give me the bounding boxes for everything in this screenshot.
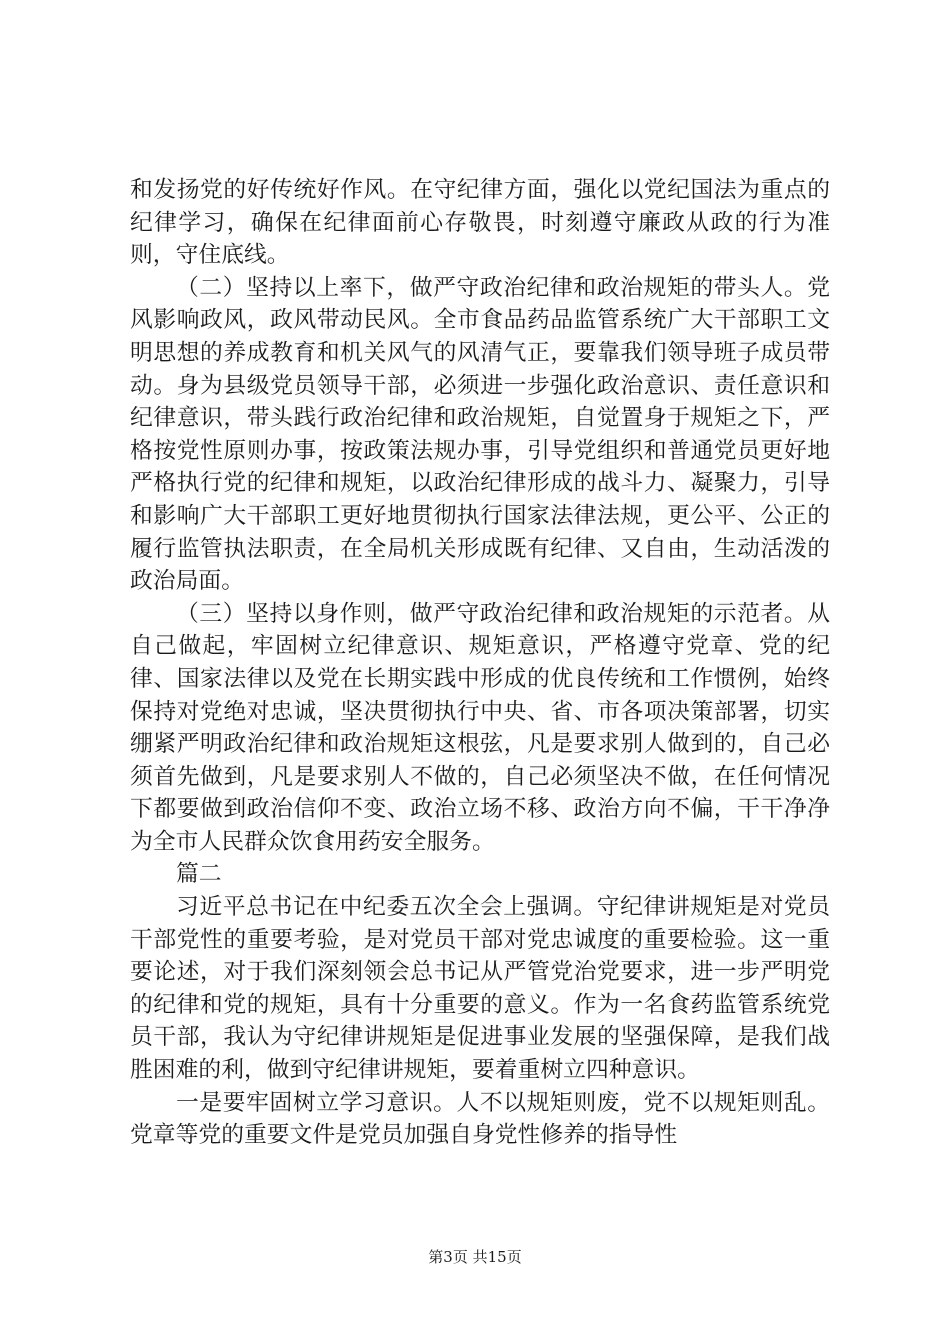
paragraph-point-one: 一是要牢固树立学习意识。人不以规矩则废，党不以规矩则乱。党章等党的重要文件是党员加强自身党性修养的指导性 (130, 1089, 830, 1149)
page-footer: 第3页 共15页 (428, 1248, 522, 1266)
paragraph-intro: 习近平总书记在中纪委五次全会上强调。守纪律讲规矩是对党员干部党性的重要考验，是对党员干部对党忠诚度的重要检验。这一重要论述，对于我们深刻领会总书记从严管党治党要求，进一步严明党的纪律和党的规矩，具有十分重要的意义。作为一名食药监管系统党员干部，我认为守纪律讲规矩是促进事业发展的坚强保障，是我们战胜困难的利，做到守纪律讲规矩，要着重树立四种意识。 (130, 894, 830, 1084)
part-heading: 篇二 (176, 861, 222, 888)
paragraph-section-three: （三）坚持以身作则，做严守政治纪律和政治规矩的示范者。从自己做起，牢固树立纪律意识、规矩意识，严格遵守党章、党的纪律、国家法律以及党在长期实践中形成的优良传统和工作惯例，始终保持对党绝对忠诚，坚决贯彻执行中央、省、市各项决策部署，切实绷紧严明政治纪律和政治规矩这根弦，凡是要求别人做到的，自己必须首先做到，凡是要求别人不做的，自己必须坚决不做，在任何情况下都要做到政治信仰不变、政治立场不移、政治方向不偏，干干净净为全市人民群众饮食用药安全服务。 (130, 600, 830, 855)
paragraph-continuation: 和发扬党的好传统好作风。在守纪律方面，强化以党纪国法为重点的纪律学习，确保在纪律面前心存敬畏，时刻遵守廉政从政的行为准则，守住底线。 (130, 177, 830, 269)
document-body (130, 174, 830, 1152)
paragraph-section-two: （二）坚持以上率下，做严守政治纪律和政治规矩的带头人。党风影响政风，政风带动民风。全市食品药品监管系统广大干部职工文明思想的养成教育和机关风气的风清气正，要靠我们领导班子成员带动。身为县级党员领导干部，必须进一步强化政治意识、责任意识和纪律意识，带头践行政治纪律和政治规矩，自觉置身于规矩之下，严格按党性原则办事，按政策法规办事，引导党组织和普通党员更好地严格执行党的纪律和规矩，以政治纪律形成的战斗力、凝聚力，引导和影响广大干部职工更好地贯彻执行国家法律法规，更公平、公正的履行监管执法职责，在全局机关形成既有纪律、又自由，生动活泼的政治局面。 (130, 274, 830, 595)
